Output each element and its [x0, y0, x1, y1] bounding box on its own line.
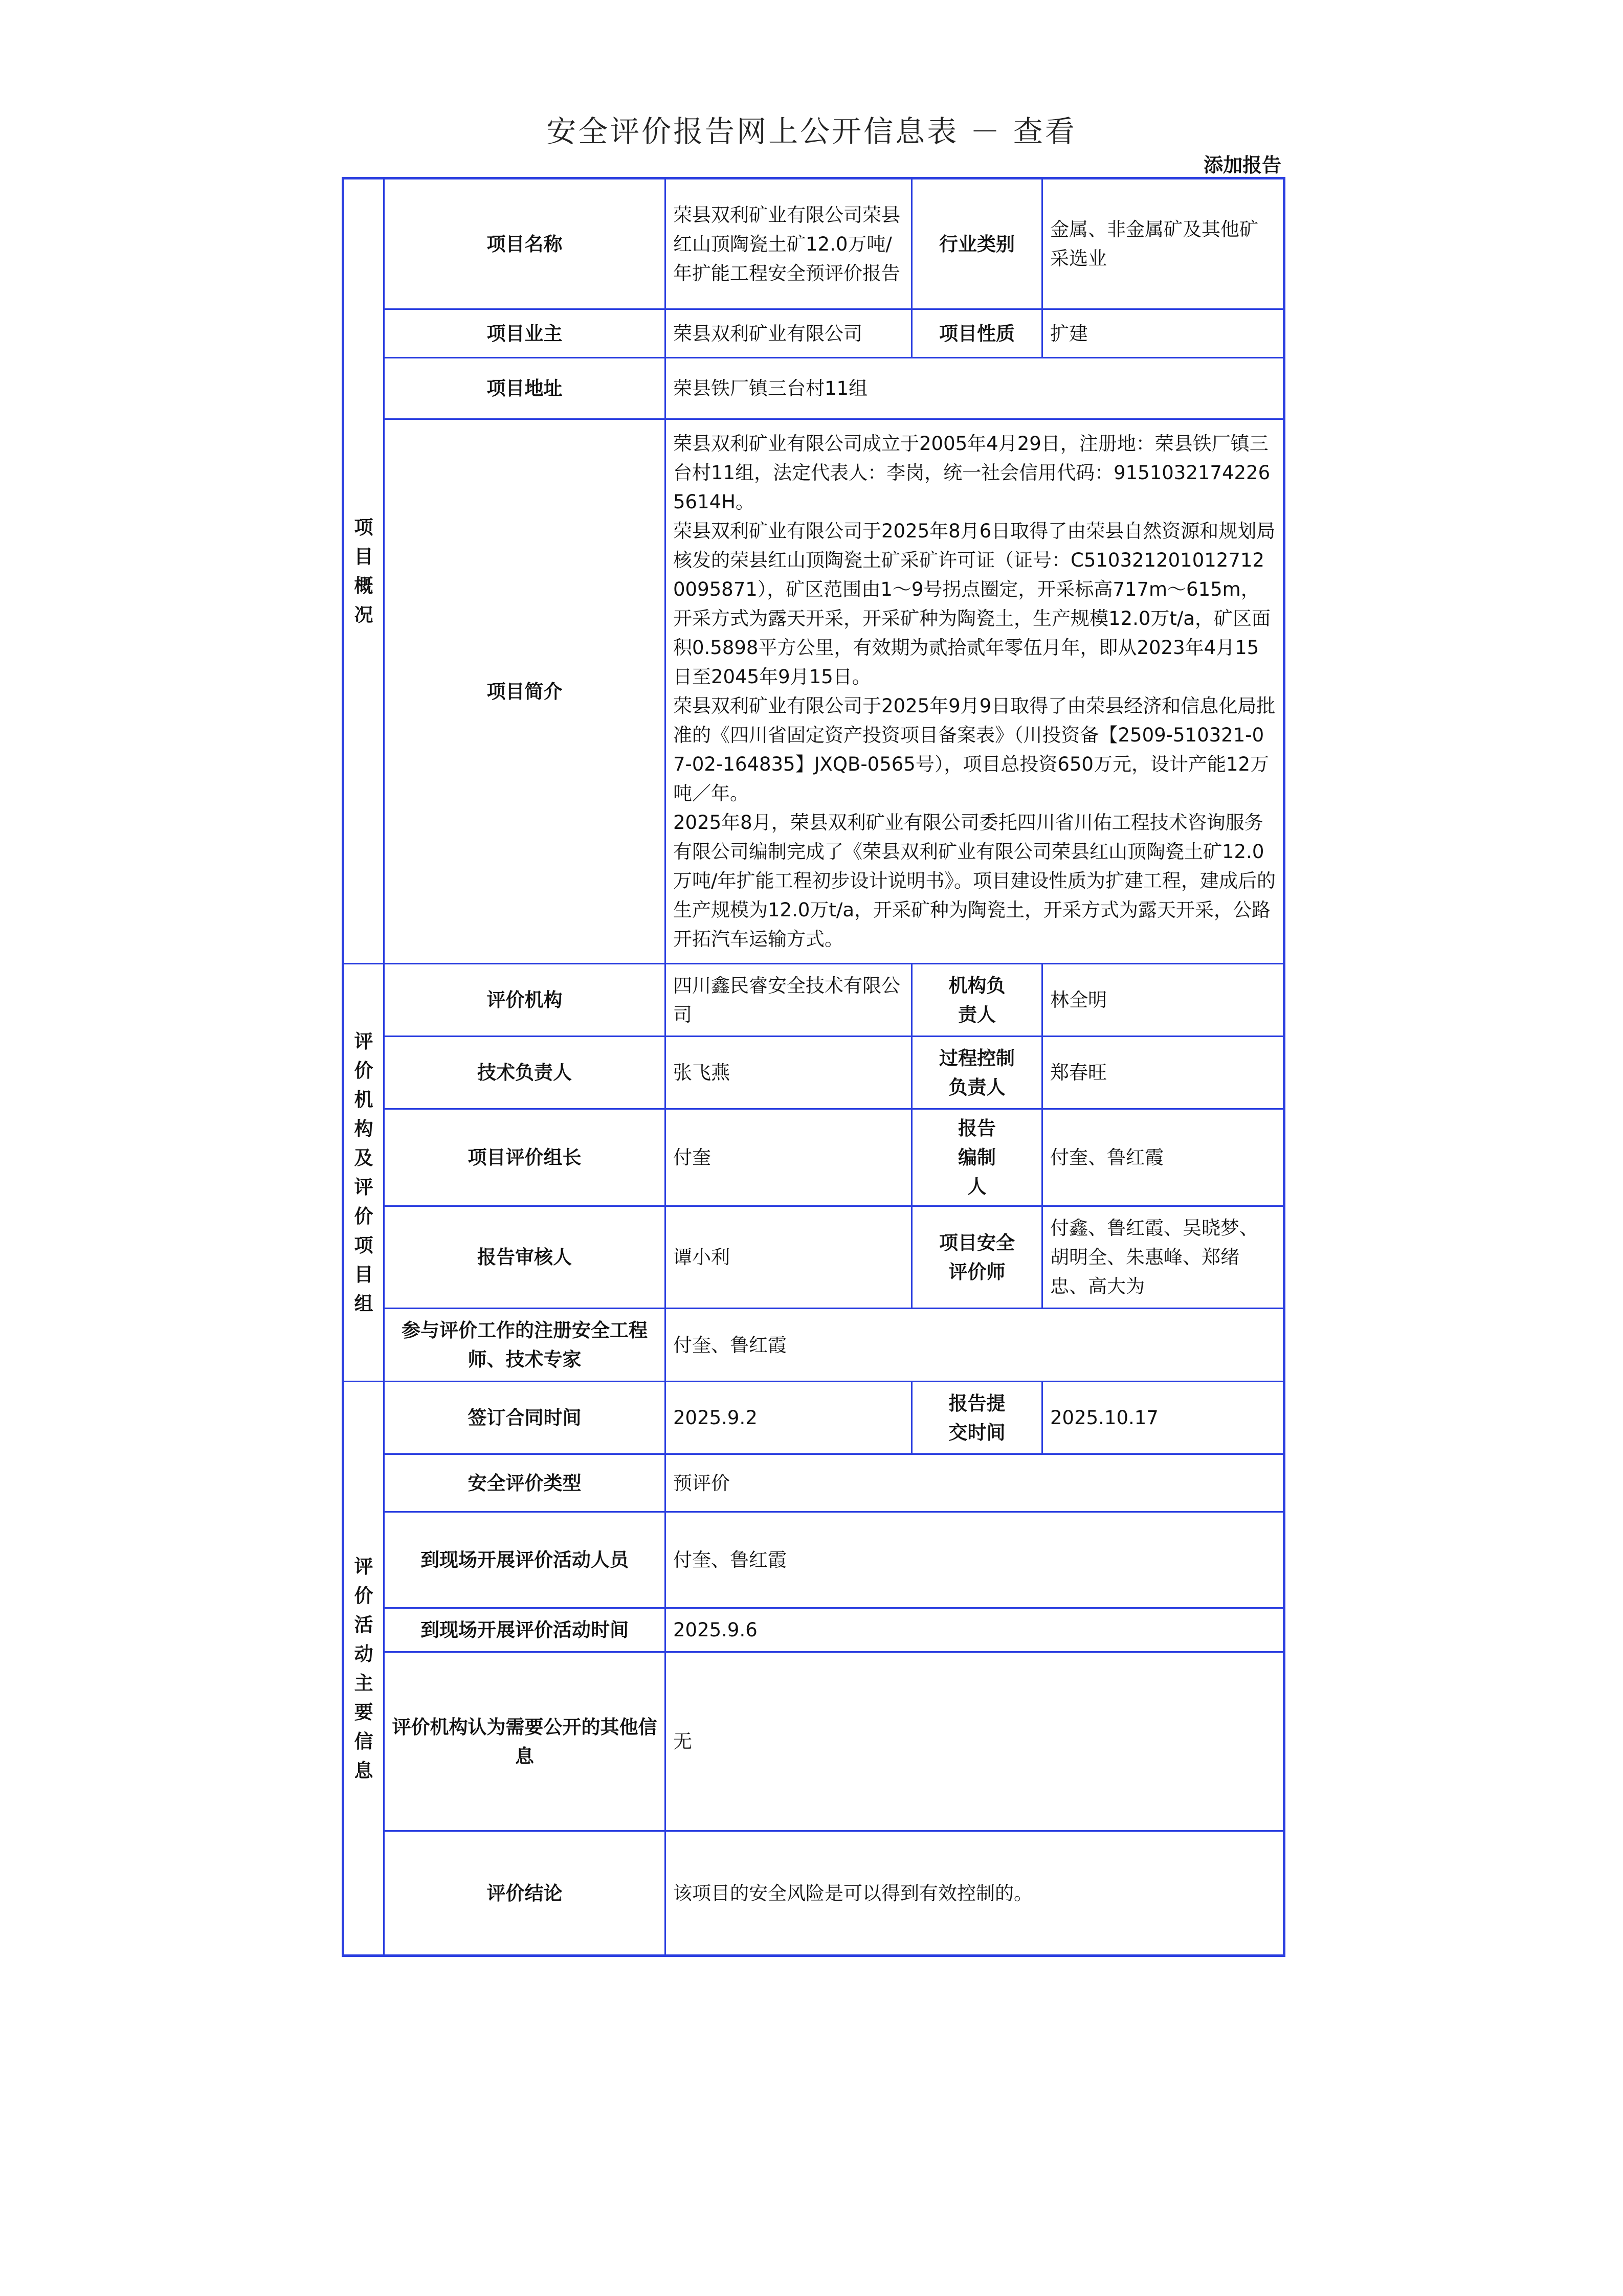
onsite-people-value: 付奎、鲁红霞 [665, 1512, 1284, 1608]
intro-paragraph: 荣县双利矿业有限公司成立于2005年4月29日，注册地：荣县铁厂镇三台村11组，法定代表人：李岗，统一社会信用代码：91510321742265614H。 [673, 433, 1271, 513]
engineers-label: 参与评价工作的注册安全工程师、技术专家 [384, 1309, 665, 1382]
compiler-label: 报告编制人 [912, 1109, 1042, 1206]
onsite-people-label: 到现场开展评价活动人员 [384, 1512, 665, 1608]
agency-head-value: 林全明 [1042, 964, 1284, 1037]
project-intro-label: 项目简介 [384, 419, 665, 964]
table-row [343, 1309, 1284, 1382]
project-address-value: 荣县铁厂镇三台村11组 [665, 358, 1284, 419]
team-leader-value: 付奎 [665, 1109, 912, 1206]
tech-head-label: 技术负责人 [384, 1037, 665, 1109]
intro-paragraph: 2025年8月，荣县双利矿业有限公司委托四川省川佑工程技术咨询服务有限公司编制完成了《荣县双利矿业有限公司荣县红山顶陶瓷土矿12.0万吨/年扩能工程初步设计说明书》。项目建设性质为扩建工程，建成后的生产规模为12.0万t/a，开采矿种为陶瓷土，开采方式为露天开采，公路开拓汽车运输方式。 [673, 812, 1276, 950]
project-name-label: 项目名称 [384, 178, 665, 309]
table-row [343, 1608, 1284, 1652]
project-name-value: 荣县双利矿业有限公司荣县红山顶陶瓷土矿12.0万吨/年扩能工程安全预评价报告 [665, 178, 912, 309]
intro-paragraph: 荣县双利矿业有限公司于2025年9月9日取得了由荣县经济和信息化局批准的《四川省固定资产投资项目备案表》（川投资备【2509-510321-07-02-164835】JXQB-0565号），项目总投资650万元，设计产能12万吨／年。 [673, 695, 1276, 804]
table-row [343, 1454, 1284, 1512]
table-row [343, 309, 1284, 358]
contract-time-label: 签订合同时间 [384, 1382, 665, 1454]
intro-paragraph: 荣县双利矿业有限公司于2025年8月6日取得了由荣县自然资源和规划局核发的荣县红山顶陶瓷土矿采矿许可证（证号：C5103212010127120095871），矿区范围由1～9号拐点圈定，开采标高717m～615m，开采方式为露天开采，开采矿种为陶瓷土，生产规模12.0万t/a，矿区面积0.5898平方公里，有效期为贰拾贰年零伍月年，即从2023年4月15日至2045年9月15日。 [673, 520, 1276, 688]
page-title: 安全评价报告网上公开信息表 － 查看 [546, 114, 1077, 149]
section-activity-label: 评价活动主要信息 [343, 1382, 384, 1956]
industry-value: 金属、非金属矿及其他矿采选业 [1042, 178, 1284, 309]
table-row [343, 1206, 1284, 1309]
industry-label: 行业类别 [912, 178, 1042, 309]
project-nature-label: 项目性质 [912, 309, 1042, 358]
agency-value: 四川鑫民睿安全技术有限公司 [665, 964, 912, 1037]
submit-time-label: 报告提交时间 [912, 1382, 1042, 1454]
reviewer-label: 报告审核人 [384, 1206, 665, 1309]
info-table [342, 177, 1285, 1957]
reviewer-value: 谭小利 [665, 1206, 912, 1309]
table-row [343, 1037, 1284, 1109]
section-overview-label: 项目概况 [343, 178, 384, 964]
assessors-value: 付鑫、鲁红霞、吴晓梦、胡明全、朱惠峰、郑绪忠、高大为 [1042, 1206, 1284, 1309]
table-row [343, 178, 1284, 309]
process-head-value: 郑春旺 [1042, 1037, 1284, 1109]
project-nature-value: 扩建 [1042, 309, 1284, 358]
table-row [343, 419, 1284, 964]
table-row [343, 1652, 1284, 1831]
assessors-label: 项目安全评价师 [912, 1206, 1042, 1309]
table-row [343, 1512, 1284, 1608]
agency-label: 评价机构 [384, 964, 665, 1037]
table-row [343, 1831, 1284, 1956]
engineers-value: 付奎、鲁红霞 [665, 1309, 1284, 1382]
conclusion-value: 该项目的安全风险是可以得到有效控制的。 [665, 1831, 1284, 1956]
eval-type-value: 预评价 [665, 1454, 1284, 1512]
team-leader-label: 项目评价组长 [384, 1109, 665, 1206]
onsite-time-value: 2025.9.6 [665, 1608, 1284, 1652]
project-owner-value: 荣县双利矿业有限公司 [665, 309, 912, 358]
other-info-value: 无 [665, 1652, 1284, 1831]
table-row [343, 358, 1284, 419]
contract-time-value: 2025.9.2 [665, 1382, 912, 1454]
table-row [343, 1382, 1284, 1454]
section-org-label: 评价机构及评价项目组 [343, 964, 384, 1382]
project-address-label: 项目地址 [384, 358, 665, 419]
compiler-value: 付奎、鲁红霞 [1042, 1109, 1284, 1206]
add-report-link[interactable]: 添加报告 [1203, 154, 1281, 176]
table-row [343, 964, 1284, 1037]
table-row [343, 1109, 1284, 1206]
other-info-label: 评价机构认为需要公开的其他信息 [384, 1652, 665, 1831]
tech-head-value: 张飞燕 [665, 1037, 912, 1109]
process-head-label: 过程控制负责人 [912, 1037, 1042, 1109]
onsite-time-label: 到现场开展评价活动时间 [384, 1608, 665, 1652]
agency-head-label: 机构负责人 [912, 964, 1042, 1037]
submit-time-value: 2025.10.17 [1042, 1382, 1284, 1454]
project-intro-value [665, 419, 1284, 964]
project-owner-label: 项目业主 [384, 309, 665, 358]
eval-type-label: 安全评价类型 [384, 1454, 665, 1512]
conclusion-label: 评价结论 [384, 1831, 665, 1956]
